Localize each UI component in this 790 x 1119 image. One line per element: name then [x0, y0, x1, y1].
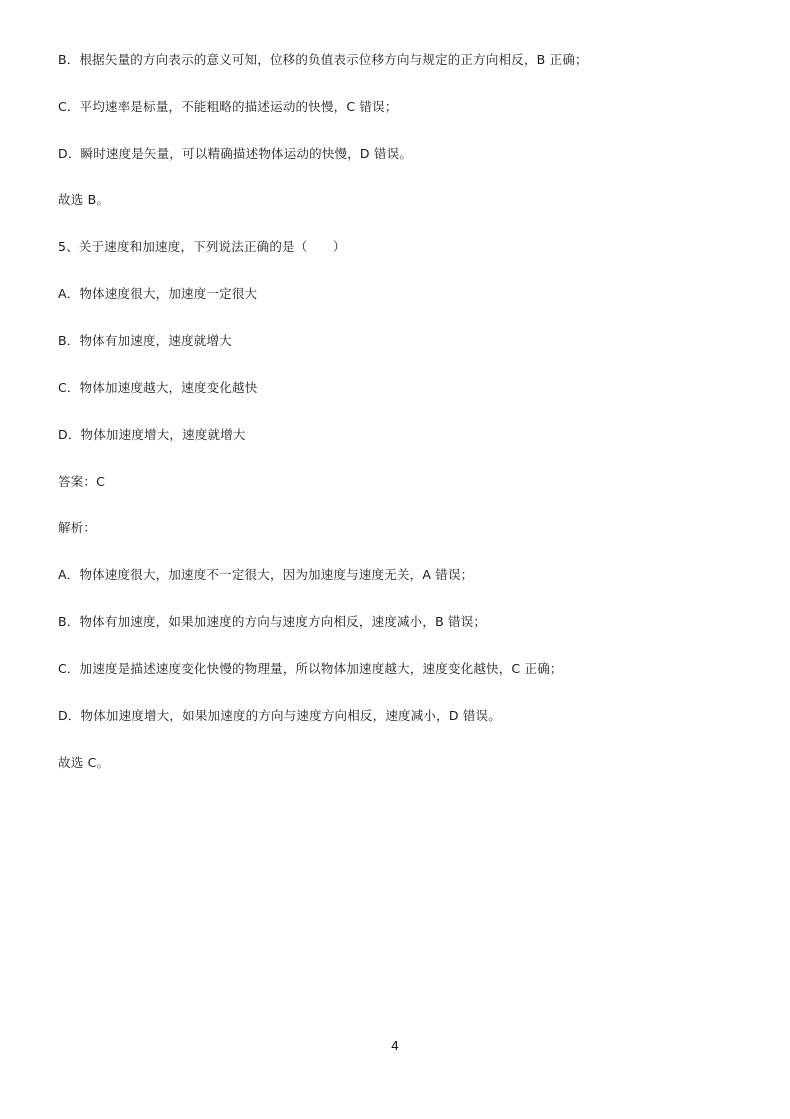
analysis-b: B．物体有加速度，如果加速度的方向与速度方向相反，速度减小，B 错误；	[58, 614, 487, 629]
page-number: 4	[391, 1038, 399, 1053]
conclusion-previous: 故选 B。	[58, 192, 110, 207]
analysis-heading: 解析：	[58, 520, 97, 535]
conclusion: 故选 C。	[58, 755, 110, 770]
explanation-b-previous: B．根据矢量的方向表示的意义可知，位移的负值表示位移方向与规定的正方向相反，B 正确；	[58, 52, 588, 67]
question-5-option-b: B．物体有加速度，速度就增大	[58, 333, 232, 348]
question-5-option-a: A．物体速度很大，加速度一定很大	[58, 286, 258, 301]
question-5-stem: 5、关于速度和加速度，下列说法正确的是（ ）	[58, 239, 346, 254]
analysis-c: C．加速度是描述速度变化快慢的物理量，所以物体加速度越大，速度变化越快，C 正确；	[58, 661, 563, 676]
explanation-c-previous: C．平均速率是标量，不能粗略的描述运动的快慢，C 错误；	[58, 99, 398, 114]
analysis-a: A．物体速度很大，加速度不一定很大，因为加速度与速度无关，A 错误；	[58, 567, 474, 582]
explanation-d-previous: D．瞬时速度是矢量，可以精确描述物体运动的快慢，D 错误。	[58, 146, 413, 161]
question-5-option-c: C．物体加速度越大，速度变化越快	[58, 380, 258, 395]
answer-line: 答案：C	[58, 474, 106, 489]
analysis-d: D．物体加速度增大，如果加速度的方向与速度方向相反，速度减小，D 错误。	[58, 708, 501, 723]
question-5-option-d: D．物体加速度增大，速度就增大	[58, 427, 246, 442]
